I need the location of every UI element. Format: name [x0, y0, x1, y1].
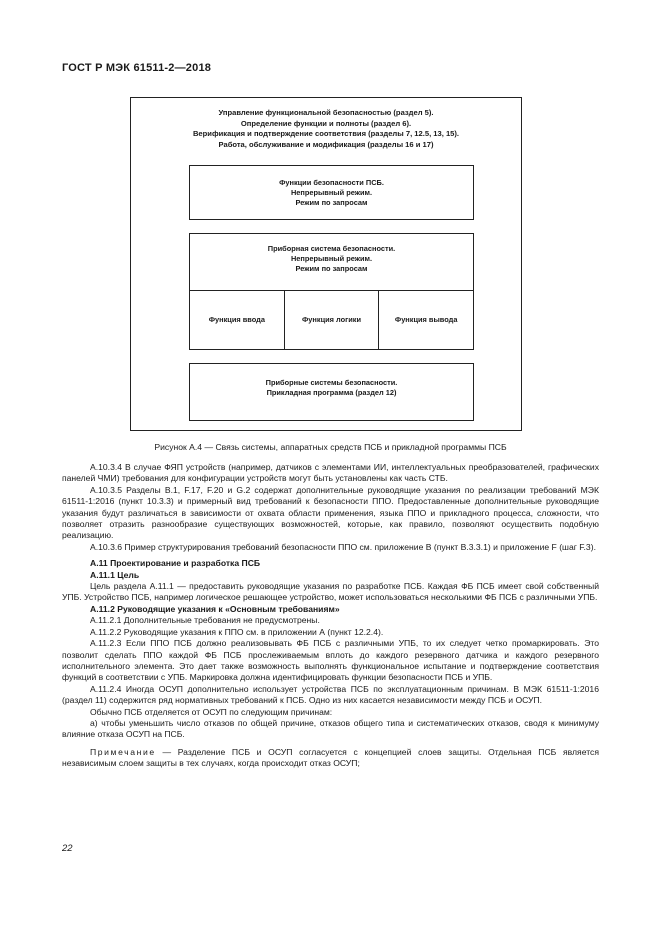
box-line: Режим по запросам [295, 198, 368, 207]
box-line: Приборная система безопасности. [267, 244, 396, 253]
box-line: Функции безопасности ПСБ. [279, 178, 384, 187]
subfunction-row [190, 290, 473, 349]
figure-top-line: Определение функции и полноты (раздел 6). [240, 118, 412, 128]
box-line: Непрерывный режим. [290, 188, 373, 197]
note [62, 747, 599, 770]
figure-diagram [130, 97, 522, 431]
paragraph: А.11.2.2 Руководящие указания к ППО см. в приложении А (пункт 12.2.4). [90, 626, 384, 637]
logic-function-cell: Функция логики [284, 291, 379, 349]
subsection-heading: А.11.2 Руководящие указания к «Основным требованиям» [90, 603, 340, 614]
box-line: Прикладная программа (раздел 12) [266, 388, 397, 397]
paragraph: А.11.2.4 Иногда ОСУП дополнительно использует устройства ПСБ по эксплуатационным причинам. В МЭК 61511-1:2016 (раздел 11) содержится ряд нормативных требований к ПСБ. Одно из них касается независимости между ПСБ и ОСУП. [62, 683, 599, 706]
paragraph: А.10.3.6 Пример структурирования требований безопасности ППО см. приложение В (пункт В.3.3.1) и приложение F (шаг F.3). [90, 541, 596, 552]
figure-top-line: Управление функциональной безопасностью (раздел 5). [218, 108, 434, 117]
section-heading: А.11 Проектирование и разработка ПСБ [90, 558, 261, 569]
paragraph: Цель раздела А.11.1 — предоставить руководящие указания по разработке ПСБ. Каждая ФБ ПСБ имеет свой собственный УПБ. Устройство ПСБ, например логическое решающее устройство, может использоваться несколькими ФБ ПСБ с различными УПБ. [62, 581, 599, 603]
list-item: а) чтобы уменьшить число отказов по общей причине, отказов общего типа и систематических отказов, сводя к минимуму влияние отказа ОСУП на ПСБ. [62, 717, 599, 740]
box-line: Приборные системы безопасности. [265, 378, 398, 387]
note-label: Примечание [90, 746, 156, 757]
box-application-program [189, 363, 474, 421]
note-text: — Разделение ПСБ и ОСУП согласуется с концепцией слоев защиты. Отдельная ПСБ является независимым слоем защиты в тех случаях, когда происходит отказ ОСУП; [62, 746, 599, 769]
output-function-cell: Функция вывода [378, 291, 473, 349]
document-header: ГОСТ Р МЭК 61511-2—2018 [62, 62, 212, 74]
figure-top-line: Верификация и подтверждение соответствия (разделы 7, 12.5, 13, 15). [192, 129, 460, 138]
paragraph: А.11.2.3 Если ППО ПСБ должно реализовывать ФБ ПСБ с различными УПБ, то их следует четко промаркировать. Это позволит сделать ППО каждой ФБ ПСБ прослеживаемым вплоть до каждого резервного датчика и каждого резервного исполнительного элемента. Это дает также возможность выполнять функциональное испытание и подтверждение соответствия функций в соответствии с УПБ. Маркировка должна идентифицировать функции безопасности ПСБ и УПБ. [62, 638, 599, 683]
figure-top-line: Работа, обслуживание и модификация (разделы 16 и 17) [218, 139, 434, 149]
figure-caption: Рисунок А.4 — Связь системы, аппаратных средств ПСБ и прикладной программы ПСБ [154, 442, 507, 452]
body-text [62, 462, 599, 770]
paragraph: А.10.3.4 В случае ФЯП устройств (например, датчиков с элементами ИИ, интеллектуальных преобразователей, графических панелей ЧМИ) требования для конфигурации устройств могут быть установлены как часть СТБ. [62, 462, 599, 484]
paragraph: А.11.2.1 Дополнительные требования не предусмотрены. [90, 615, 320, 626]
box-sif [189, 165, 474, 220]
box-line: Режим по запросам [295, 264, 368, 273]
box-line: Непрерывный режим. [290, 254, 373, 263]
box-sis [189, 233, 474, 350]
figure-top-text [131, 108, 521, 150]
page-number: 22 [62, 843, 73, 854]
paragraph: Обычно ПСБ отделяется от ОСУП по следующим причинам: [90, 706, 333, 717]
subsection-heading: А.11.1 Цель [90, 569, 140, 580]
paragraph: А.10.3.5 Разделы В.1, F.17, F.20 и G.2 содержат дополнительные руководящие указания по реализации требований МЭК 61511-1:2016 (пункт 10.3.3) и примерный вид требований к безопасности ППО. Предоставленные дополнительные руководящие указания будут различаться в зависимости от охвата области применения, языка ППО и прикладного процесса, сложности, что позволяет отразить разнообразие существующих возможностей, которые, как правило, позволяют осуществить подобную реализацию. [62, 484, 599, 541]
input-function-cell: Функция ввода [208, 315, 265, 324]
box-sis-title [190, 234, 473, 274]
